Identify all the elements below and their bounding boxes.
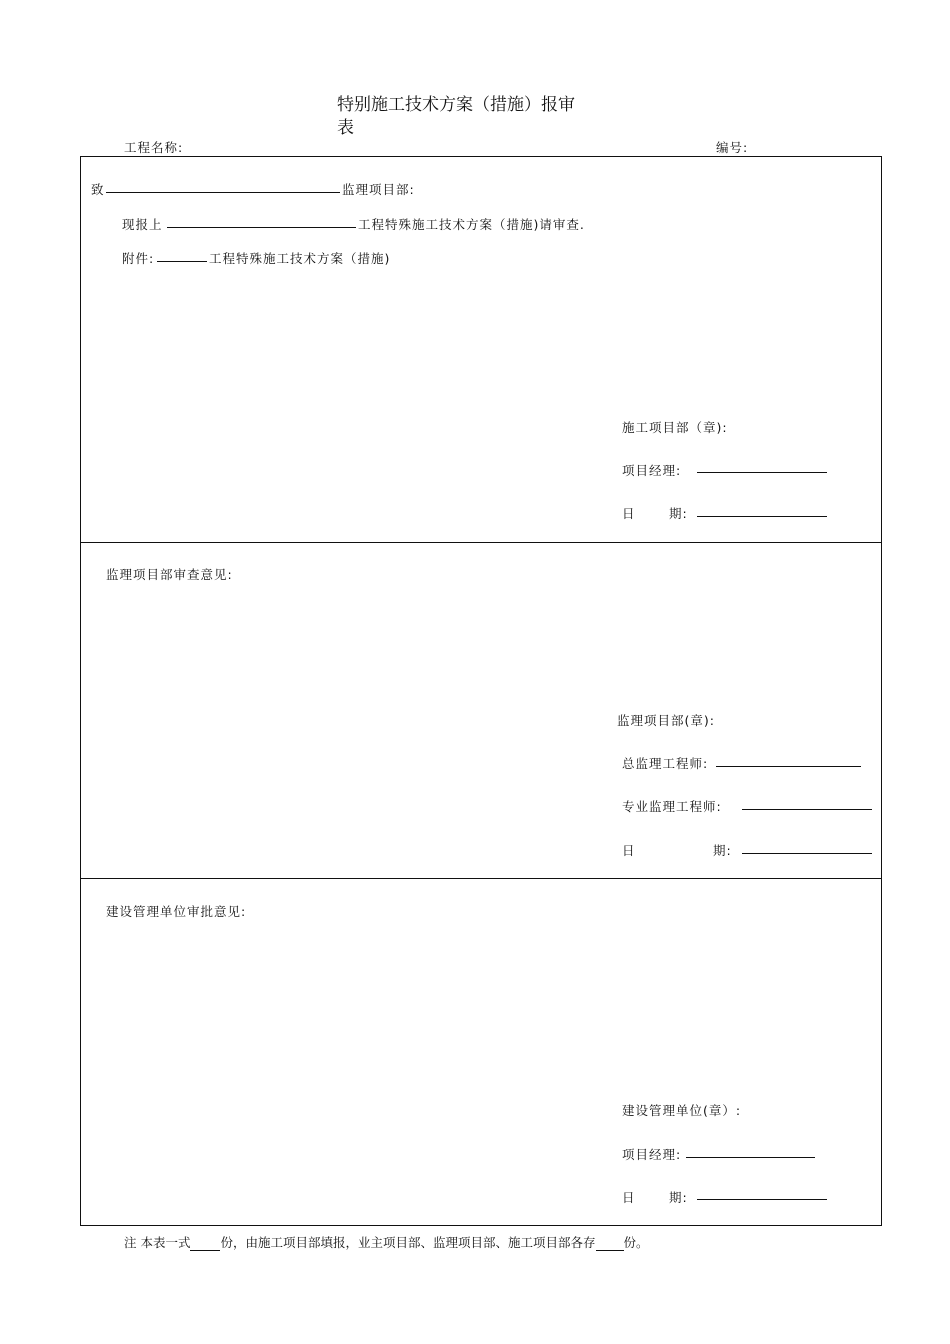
report-prefix: 现报上 [122,217,163,232]
construction-date-blank[interactable] [697,516,827,517]
supervision-date-label-a: 日 [622,843,636,858]
supervision-date-label-b: 期: [713,843,732,858]
owner-seal-label: 建设管理单位(章）: [622,1103,742,1118]
form-frame [80,156,882,1226]
attachment-suffix: 工程特殊施工技术方案（措施) [209,251,391,266]
owner-manager-label: 项目经理: [622,1147,682,1162]
supervision-opinion-label: 监理项目部审查意见: [106,567,233,582]
owner-opinion-label: 建设管理单位审批意见: [106,904,247,919]
owner-date-label-b: 期: [669,1190,688,1205]
copies-blank-2[interactable] [596,1235,624,1251]
supervision-date-blank[interactable] [742,853,872,854]
footer-note-prefix: 注 本表一式 [124,1235,191,1250]
section-divider-2 [80,878,882,879]
footer-note-middle: 份，由施工项目部填报，业主项目部、监理项目部、施工项目部各存 [220,1235,596,1250]
project-blank[interactable] [167,227,356,228]
footer-note [124,1233,649,1251]
construction-date-label-a: 日 [622,506,636,521]
attachment-label: 附件: [122,251,155,266]
supervision-seal-label: 监理项目部(章): [617,713,715,728]
specialist-engineer-label: 专业监理工程师: [622,799,722,814]
footer-note-suffix: 份。 [623,1235,649,1250]
recipient-blank[interactable] [106,192,340,193]
chief-engineer-label: 总监理工程师: [622,756,709,771]
attachment-blank[interactable] [157,261,207,262]
to-label: 致 [91,182,105,197]
construction-manager-blank[interactable] [697,472,827,473]
section-divider-1 [80,542,882,543]
number-label: 编号: [716,140,749,155]
owner-manager-blank[interactable] [686,1157,815,1158]
owner-date-blank[interactable] [697,1199,827,1200]
chief-engineer-blank[interactable] [716,766,861,767]
form-title-line1: 特别施工技术方案（措施）报审 [337,95,575,115]
copies-blank-1[interactable] [190,1235,220,1251]
form-title-line2: 表 [337,118,354,138]
supervision-dept-label: 监理项目部: [342,182,415,197]
owner-date-label-a: 日 [622,1190,636,1205]
construction-manager-label: 项目经理: [622,463,682,478]
project-name-label: 工程名称: [124,140,184,155]
construction-date-label-b: 期: [669,506,688,521]
specialist-engineer-blank[interactable] [742,809,872,810]
construction-seal-label: 施工项目部（章): [622,420,728,435]
report-suffix: 工程特殊施工技术方案（措施)请审查. [358,217,585,232]
